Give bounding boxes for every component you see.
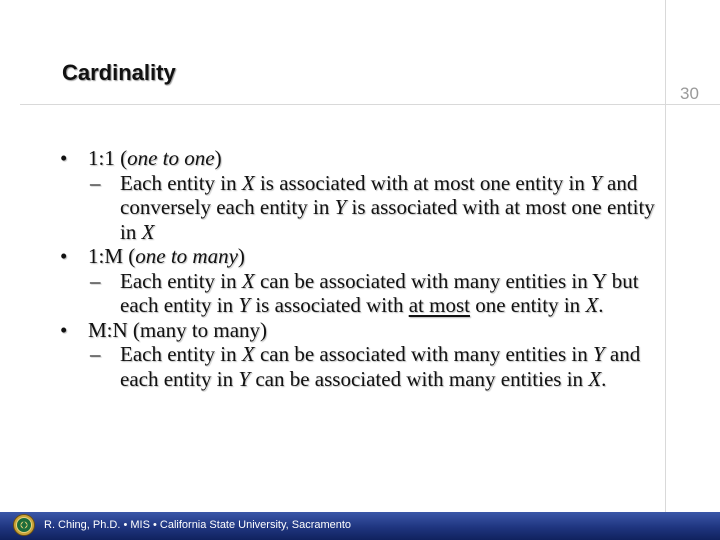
variable: Y [334,195,347,219]
sub-text: one entity in [469,293,586,317]
bullet-tail: ) [214,146,222,170]
bullet-emphasis: one to many [135,244,238,268]
sub-text: is associated with [250,293,409,317]
variable: X [588,366,602,391]
variable: X [585,293,599,317]
bullet-icon: • [60,146,68,170]
slide-title: Cardinality [62,60,176,85]
variable: Y [238,293,251,317]
variable: X [241,268,255,293]
bullet-lead: 1:M ( [88,244,136,268]
footer-text: R. Ching, Ph.D. • MIS • California State University, Sacramento [44,519,352,531]
horizontal-rule [20,104,720,105]
sub-text: Each entity in [120,170,242,195]
variable: X [241,170,255,195]
variable: Y [592,342,605,366]
bullet-icon: • [60,317,68,342]
slide-body [60,146,660,391]
sub-bullet-one-to-one [60,171,660,245]
bullet-one-to-one [60,146,660,171]
variable: X [141,219,155,244]
bullet-tail: ) [237,244,245,268]
bullet-text: M:N (many to many) [88,317,268,342]
sub-text: . [598,293,604,317]
sub-bullet-many-to-many [60,342,660,391]
bullet-one-to-many [60,244,660,269]
variable: Y [590,170,602,195]
page-number: 30 [680,84,699,103]
footer-bar [0,512,720,540]
sub-bullet-one-to-many [60,269,660,318]
sub-text: . [601,366,607,391]
sub-text: can be associated with many entities in [250,366,589,391]
sub-text: can be associated with many entities in [254,342,593,366]
dash-icon: – [90,268,101,293]
sub-text: is associated with at most one entity in [120,195,655,244]
bullet-emphasis: one to one [127,146,215,170]
bullet-many-to-many [60,318,660,343]
sub-text: and conversely each entity in [120,170,638,219]
sub-text: and each entity in [120,342,641,391]
dash-icon: – [90,170,101,195]
vertical-rule [665,0,666,512]
variable: Y [238,366,251,391]
underlined-text: at most [408,293,470,317]
bullet-lead: 1:1 ( [88,146,128,170]
variable: X [241,342,255,366]
sub-text: can be associated with many entities in Y but each entity in [120,268,639,317]
sub-text: Each entity in [120,342,242,366]
sub-text: is associated with at most one entity in [254,170,591,195]
university-seal-icon [13,514,35,536]
dash-icon: – [90,342,101,366]
bullet-icon: • [60,244,68,268]
sub-text: Each entity in [120,268,242,293]
